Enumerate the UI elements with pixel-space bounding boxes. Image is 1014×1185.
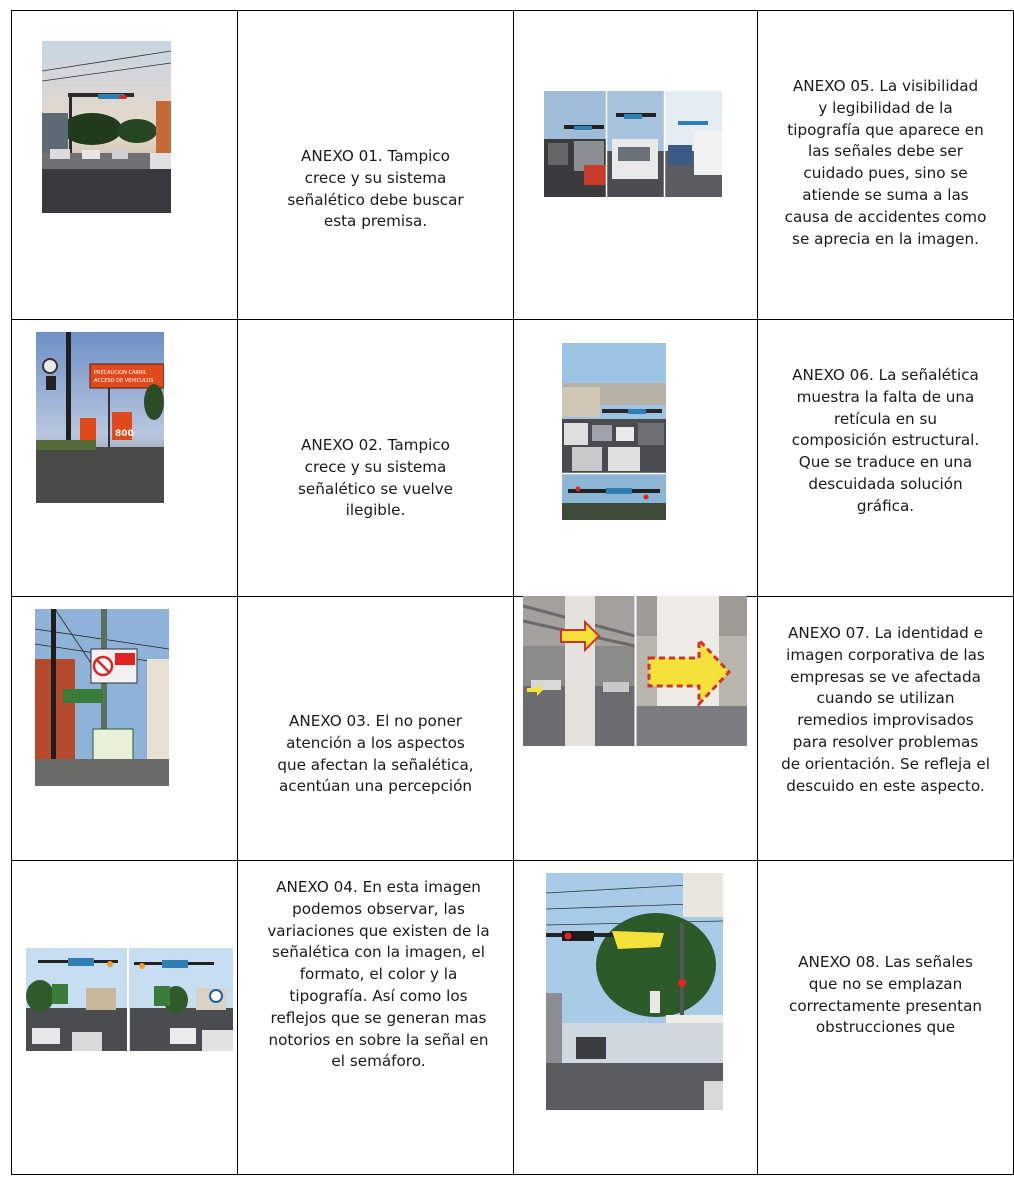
sign-text-line: ACCESO DE VEHICULOS [94,378,154,384]
annex-01-caption: ANEXO 01. Tampico crece y su sistema señalético debe buscar esta premisa. [287,147,464,231]
column-divider [513,10,514,1175]
photo-traffic-signals-pair [26,948,233,1051]
sign-number: 800 [115,429,134,439]
annex-02-caption: ANEXO 02. Tampico crece y su sistema señalético se vuelve ilegible. [298,436,453,520]
annex-03-caption: ANEXO 03. El no poner atención a los aspectos que afectan la señalética, acentúan una percepción [277,712,474,795]
photo-obstructed-signs-street [546,873,723,1110]
annex-08-caption: ANEXO 08. Las señales que no se emplazan correctamente presentan obstrucciones que [788,953,983,1037]
photo-street-no-parking-sign [35,609,169,786]
table-border-left [11,10,12,1175]
photo-traffic-jam-collage [562,343,666,520]
annex-04-caption: ANEXO 04. En esta imagen podemos observar, las variaciones que existen de la señalética con la imagen, el formato, el color y la tipografía. Así como los reflejos que se generan mas notorios en sobre la señal en el semáforo. [267,878,490,1071]
photo-street-traffic-light [42,41,171,213]
sign-text-line: PRECAUCION CARRIL [94,370,147,376]
annex-06-caption: ANEXO 06. La señalética muestra la falta de una retícula en su composición estructural. Que se traduce en una descuidada solución gráfica. [791,366,980,515]
annex-07-caption: ANEXO 07. La identidad e imagen corporativa de las empresas se ve afectada cuando se utilizan remedios improvisados para resolver problemas de orientación. Se refleja el descuido en este aspecto. [781,624,990,795]
annex-05-caption: ANEXO 05. La visibilidad y legibilidad de la tipografía que aparece en las señales debe ser cuidado pues, sino se atiende se suma a las causa de accidentes como se aprecia en la imagen. [784,77,987,248]
photo-yellow-arrow-pillars [523,596,747,746]
photo-traffic-collage-3 [544,91,722,197]
photo-orange-road-signs [36,332,164,503]
